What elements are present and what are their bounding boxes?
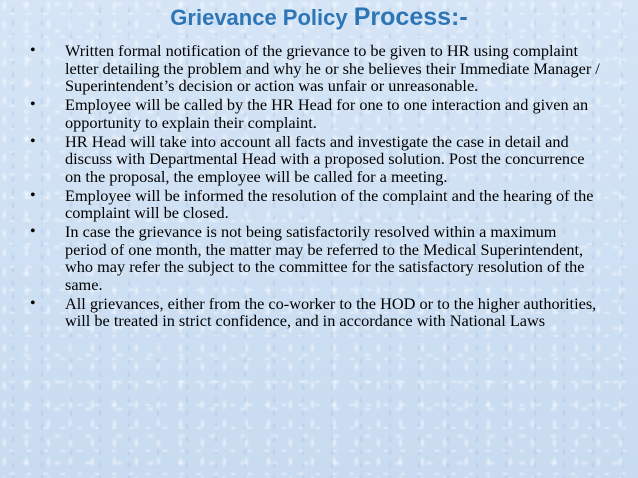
bullet-text: Employee will be called by the HR Head for one to one interaction and given an opportunity to explain their complaint.	[65, 95, 589, 132]
bullet-text: Written formal notification of the grievance to be given to HR using complaint letter detailing the problem and why he or she believes their Immediate Manager / Superintendent’s decision or action was unfair or unreasonable.	[65, 41, 600, 95]
bullet-text: Employee will be informed the resolution of the complaint and the hearing of the complaint will be closed.	[65, 185, 594, 222]
bullet-icon: •	[30, 96, 36, 113]
bullet-icon: •	[30, 186, 36, 204]
bullet-icon: •	[30, 223, 36, 240]
slide-title	[0, 2, 638, 36]
bullet-item	[30, 223, 602, 293]
bullet-item	[30, 187, 602, 222]
bullet-icon: •	[30, 132, 36, 150]
bullet-icon: •	[30, 42, 36, 59]
bullet-icon: •	[30, 294, 36, 312]
bullet-item	[30, 133, 602, 186]
bullet-list	[30, 42, 602, 331]
bullet-text: In case the grievance is not being satisfactorily resolved within a maximum period of one month, the matter may be referred to the Medical Superintendent, who may refer the subject to the committee for the satisfactory resolution of the same.	[65, 222, 585, 294]
slide-title-process: Process:-	[353, 3, 468, 31]
bullet-text: All grievances, either from the co-worker to the HOD or to the higher authorities, will be treated in strict confidence, and in accordance with National Laws	[65, 293, 597, 330]
bullet-item	[30, 42, 602, 95]
bullet-item	[30, 96, 602, 131]
bullet-item	[30, 295, 602, 330]
bullet-text: HR Head will take into account all facts and investigate the case in detail and discuss with Departmental Head with a proposed solution. Post the concurrence on the proposal, the employee will be called for a meeting.	[65, 131, 585, 186]
slide-title-main: Grievance Policy	[170, 5, 354, 30]
